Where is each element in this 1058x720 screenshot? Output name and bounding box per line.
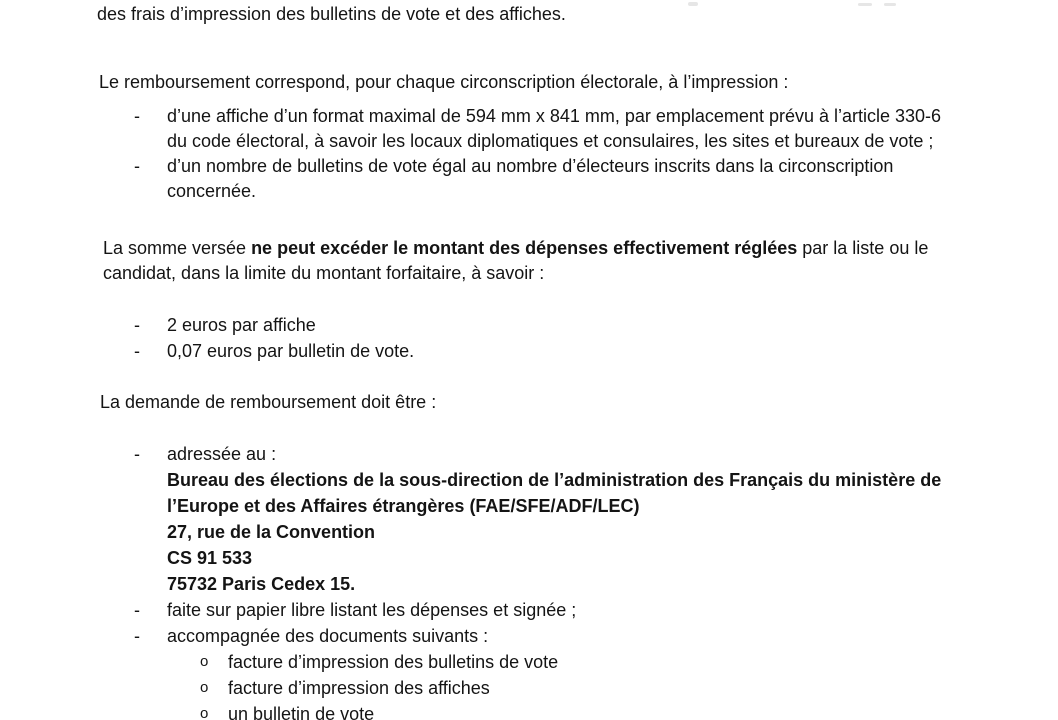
sub-bullet-line: un bulletin de vote: [228, 704, 375, 720]
bullet-line: d’une affiche d’un format maximal de 594 mm x 841 mm, par emplacement prévu à l’article 330-6: [167, 106, 942, 126]
circle-bullet-marker: o: [200, 679, 209, 696]
dash-bullet-marker: -: [134, 626, 140, 646]
dash-bullet-marker: -: [134, 106, 140, 126]
sub-bullet-list-documents: [200, 649, 941, 720]
list-item: [134, 312, 414, 338]
sub-bullet-line: facture d’impression des bulletins de vote: [228, 652, 559, 672]
bullet-line: faite sur papier libre listant les dépenses et signée ;: [167, 600, 577, 620]
bullet-line: adressée au :: [167, 444, 277, 464]
list-item: [134, 623, 941, 649]
dash-bullet-marker: -: [134, 444, 140, 464]
bullet-line: concernée.: [167, 181, 257, 201]
address-line: Bureau des élections de la sous-direction de l’administration des Français du ministère de: [167, 470, 942, 490]
paragraph-somme-line: candidat, dans la limite du montant forfaitaire, à savoir :: [103, 263, 545, 283]
bullet-line: du code électoral, à savoir les locaux diplomatiques et consulaires, les sites et bureaux de vote ;: [167, 131, 934, 151]
list-item: [134, 154, 941, 204]
dash-bullet-marker: -: [134, 341, 140, 361]
circle-bullet-marker: o: [200, 653, 209, 670]
bullet-list-tarifs: [134, 312, 414, 364]
address-line: 27, rue de la Convention: [167, 522, 376, 542]
dash-bullet-marker: -: [134, 600, 140, 620]
paragraph-remboursement: Le remboursement correspond, pour chaque circonscription électorale, à l’impression :: [99, 72, 789, 92]
dash-bullet-marker: -: [134, 315, 140, 335]
list-item: [134, 338, 414, 364]
bullet-line: d’un nombre de bulletins de vote égal au nombre d’électeurs inscrits dans la circonscription: [167, 156, 894, 176]
list-item: [200, 675, 941, 701]
scan-artifact: [884, 3, 896, 6]
address-line: l’Europe et des Affaires étrangères (FAE/SFE/ADF/LEC): [167, 496, 640, 516]
address-block: [167, 467, 941, 597]
list-item: [134, 104, 941, 154]
list-item: [200, 701, 941, 720]
paragraph-somme: [103, 236, 928, 286]
list-item-text: [167, 154, 893, 204]
paragraph-demande: La demande de remboursement doit être :: [100, 392, 437, 412]
bullet-list-demande: [134, 441, 941, 720]
bullet-line: 2 euros par affiche: [167, 315, 316, 335]
list-item-text: [167, 104, 941, 154]
circle-bullet-marker: o: [200, 705, 209, 720]
paragraph-somme-line: La somme versée ne peut excéder le montant des dépenses effectivement réglées par la liste ou le: [103, 238, 929, 258]
list-item: [134, 597, 941, 623]
address-line: CS 91 533: [167, 548, 253, 568]
bullet-line: accompagnée des documents suivants :: [167, 626, 489, 646]
list-item: [134, 441, 941, 467]
address-line: 75732 Paris Cedex 15.: [167, 574, 356, 594]
paragraph-intro-fragment: des frais d’impression des bulletins de vote et des affiches.: [97, 4, 566, 24]
bullet-line: 0,07 euros par bulletin de vote.: [167, 341, 415, 361]
bullet-list-impression: [134, 104, 941, 204]
sub-bullet-line: facture d’impression des affiches: [228, 678, 490, 698]
list-item: [200, 649, 941, 675]
scan-artifact: [858, 3, 872, 6]
dash-bullet-marker: -: [134, 156, 140, 176]
scan-artifact: [688, 2, 698, 6]
